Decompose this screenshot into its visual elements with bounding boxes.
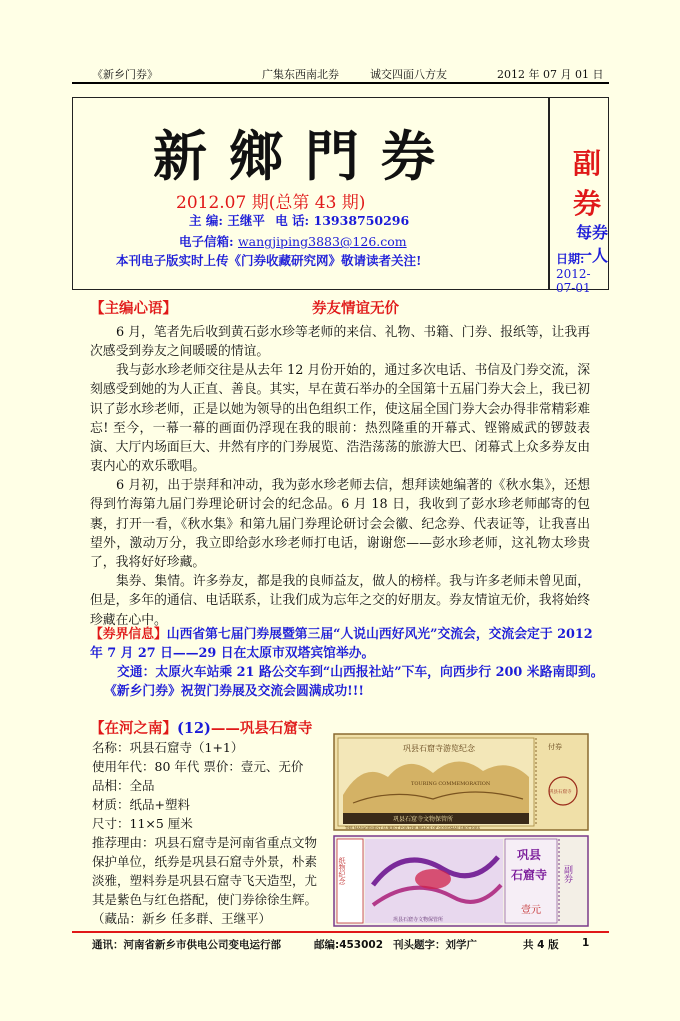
footer-page-number: 1 — [582, 937, 590, 949]
ticket1-subtitle: TOURING COMMEMORATION — [411, 781, 491, 787]
ticket1-unit: 巩县石窟寺文物保管所 — [393, 816, 454, 823]
email-link[interactable]: wangjiping3883@126.com — [237, 234, 407, 249]
issue-suffix: 期(总第 43 期) — [251, 193, 366, 213]
masthead-title: 新鄉門券 — [153, 124, 457, 188]
quanjie-congrats: 《新乡门券》祝贺门券展及交流会圆满成功!!! — [104, 684, 364, 699]
stub-date-value: 2012-07-01 — [556, 267, 591, 295]
henan-line-10: （藏品：新乡 任多群、王继平） — [92, 911, 271, 926]
henan-tag: 【在河之南】 — [90, 720, 177, 737]
quanjie-line-1: 山西省第七届门券展暨第三届“人说山西好风光”交流会，交流会定于 2012 — [166, 627, 593, 642]
henan-line-2: 使用年代：80 年代 票价：壹元、无价 — [92, 759, 304, 774]
header-date: 2012 年 07 月 01 日 — [497, 68, 604, 81]
editor-name: 王继平 — [227, 213, 265, 228]
stub-date-label: 日期: — [556, 252, 585, 266]
quanjie-traffic: 交通：太原火车站乘 21 路公交车到“山西报社站”下车，向西步行 200 米路南即到。 — [117, 665, 604, 680]
ticket1-fu: 付券 — [548, 743, 562, 751]
header-publication: 《新乡门券》 — [92, 68, 158, 81]
ticket2-fu: 副券 — [562, 865, 572, 883]
paper-ticket-image — [333, 733, 589, 831]
ticket2-title-2: 石窟寺 — [511, 868, 548, 882]
header-rule — [72, 82, 609, 84]
ticket2-side-text: 纸物纪念 — [338, 857, 346, 885]
editorial-paragraph-3: 6 月初，出于崇拜和冲动，我为彭水珍老师去信，想拜读她编著的《秋水集》，还想得到竹海第九届门券理论研讨会的纪念品。6 月 18 日，我收到了彭水珍老师邮寄的包裹，打开一看，《秋水集》和第九届门券理论研讨会会徽、纪念券、代表证等，让我喜出望外，激动万分，我立即给彭水珍老师打电话，谢谢您——彭水珍老师，这礼物太珍贵了，我将好好珍藏。 — [90, 478, 590, 571]
footer-inscription: 刊头题字：刘学广 — [393, 939, 477, 951]
henan-heading — [90, 717, 312, 738]
fu-quan-label: 副券 — [573, 147, 632, 220]
henan-num: (12) — [177, 720, 211, 737]
mei-quan-label: 每券一人 — [576, 223, 609, 265]
henan-line-1: 名称：巩县石窟寺（1+1） — [92, 740, 244, 755]
email-label: 电子信箱: — [179, 234, 234, 249]
editor-label: 主 编: — [189, 213, 223, 228]
henan-line-3: 品相：全品 — [92, 778, 155, 793]
editorial-paragraph-2: 我与彭水珍老师交往是从去年 12 月份开始的，通过多次电话、书信及门券交流，深刻感受到她的为人正直、善良。其实，早在黄石举办的全国第十五届门券大会上，我已初识了彭水珍老师，正是以她为领导的出色组织工作，使这届全国门券大会办得非常精彩难忘! 至今，一幕一幕的画面仍浮现在我的眼前：热烈隆重的开幕式、铿锵威武的锣鼓表演、大厅内场面巨大、井然有序的门券展览、浩浩荡荡的旅游大巴、闭幕式上众多券友由衷内心的欢乐歌唱。 — [90, 363, 590, 475]
ticket2-title-1: 巩县 — [517, 848, 542, 862]
plastic-ticket-image — [333, 835, 589, 927]
editor-line — [189, 211, 409, 229]
phone-number: 13938750296 — [313, 213, 410, 228]
editorial-headline: 券友情谊无价 — [312, 300, 399, 317]
henan-line-6: 推荐理由：巩县石窟寺是河南省重点文物 — [92, 835, 318, 850]
henan-line-7: 保护单位，纸券是巩县石窟寺外景，朴素 — [92, 854, 318, 869]
editorial-tag: 【主编心语】 — [90, 300, 177, 317]
henan-line-5: 尺寸：11×5 厘米 — [92, 816, 193, 831]
editorial-paragraph-4: 集券、集情。许多券友，都是我的良师益友，做人的榜样。我与许多老师未曾见面，但是，多年的通信、电话联系，让我们成为忘年之交的好朋友。券友情谊无价，我将始终珍藏在心中。 — [90, 574, 590, 628]
issue-number — [176, 188, 365, 213]
footer-post: 邮编:453002 — [314, 939, 384, 951]
ticket2-bottom: 巩县石窟寺文物保管所 — [393, 917, 444, 923]
email-line — [179, 232, 407, 250]
henan-line-9: 其是紫色与红色搭配，使门券徐徐生辉。 — [92, 892, 318, 907]
quanjie-tag: 【券界信息】 — [90, 627, 167, 642]
ticket1-unit-en: THE MANAGEMENT SUBJECT FOR THE RELICS OF GONGXIAN GROTTOES — [345, 826, 480, 830]
stub-date — [556, 250, 608, 295]
phone-label: 电 话: — [275, 213, 310, 228]
online-notice: 本刊电子版实时上传《门券收藏研究网》敬请读者关注! — [116, 253, 422, 268]
masthead-divider — [548, 98, 550, 289]
issue-prefix: 2012.07 — [176, 193, 247, 213]
quanjie-info — [90, 625, 600, 644]
header-motto-1: 广集东西南北券 — [262, 68, 339, 81]
footer-address: 通讯：河南省新乡市供电公司变电运行部 — [92, 939, 281, 951]
ticket1-title: 巩县石窟寺游览纪念 — [403, 744, 475, 753]
masthead — [72, 97, 632, 295]
ticket1-seal: 巩县石窟寺 — [549, 790, 572, 795]
henan-line-4: 材质：纸品+塑料 — [92, 797, 190, 812]
henan-name: ——巩县石窟寺 — [210, 720, 313, 737]
ticket2-price: 壹元 — [521, 905, 541, 916]
header-motto-2: 诚交四面八方友 — [370, 68, 447, 81]
henan-line-8: 淡雅，塑料券是巩县石窟寺飞天造型，尤 — [92, 873, 318, 888]
footer-rule — [72, 931, 609, 933]
footer-pages: 共 4 版 — [523, 939, 559, 951]
quanjie-line-2: 年 7 月 27 日——29 日在太原市双塔宾馆举办。 — [90, 646, 375, 661]
editorial-paragraph-1: 6 月，笔者先后收到黄石彭水珍等老师的来信、礼物、书籍、门券、报纸等，让我再次感受到券友之间暖暖的情谊。 — [90, 325, 590, 360]
